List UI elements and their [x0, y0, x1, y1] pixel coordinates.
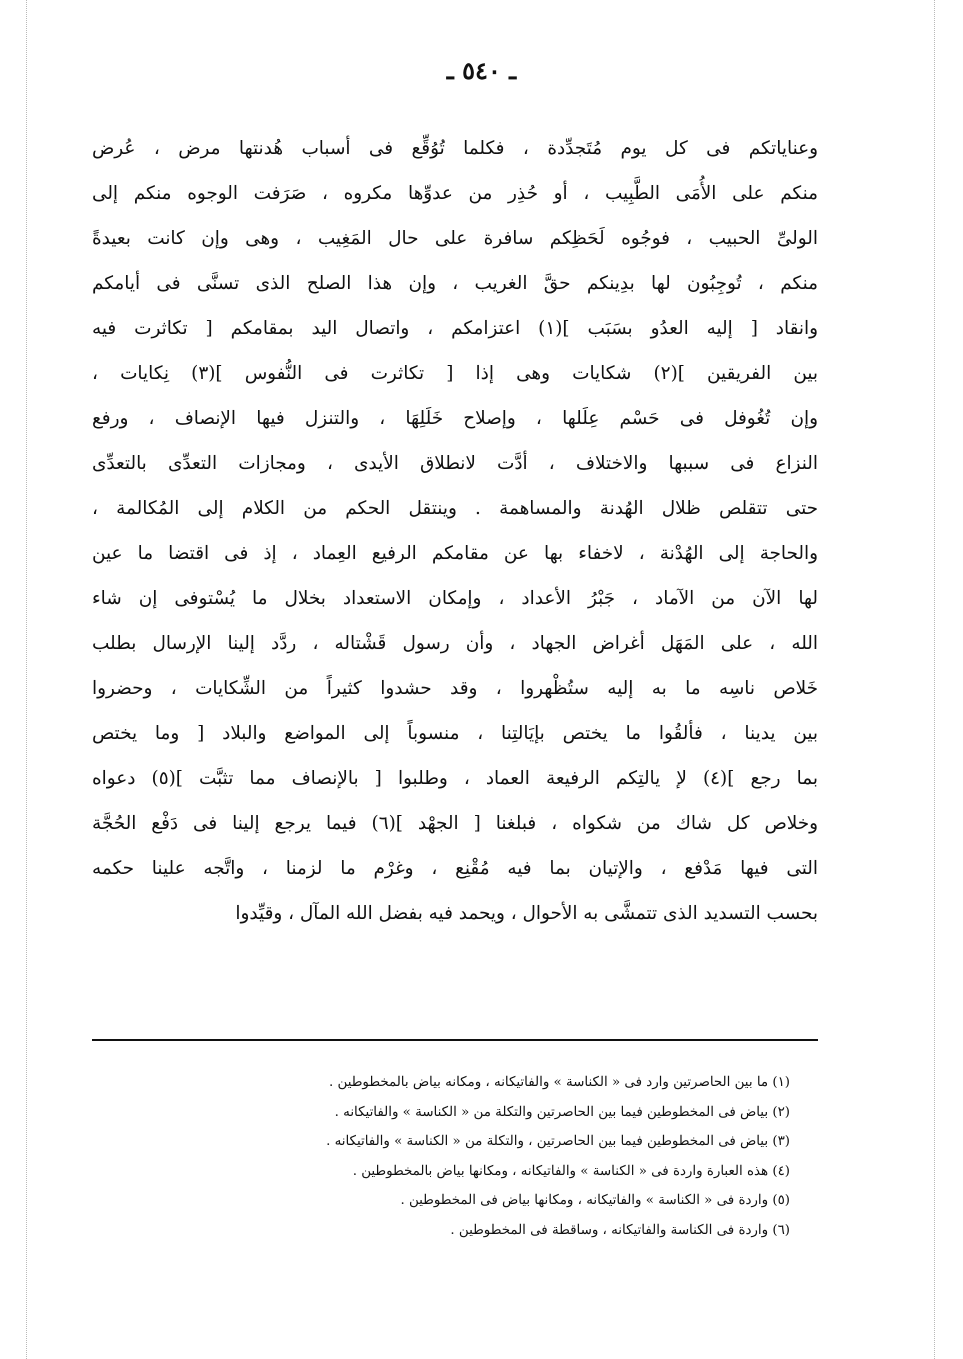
footnote: (٥) واردة فى « الكناسة » والفاتيكانه ، ومكانها بياض فى المخطوطين .	[400, 1193, 790, 1208]
body-line: النزاع فى سببها والاختلاف ، أدَّت لانطلاق الأيدى ، ومجازات التعدِّى بالتعدِّى	[92, 453, 818, 474]
footnote: (٤) هذه العبارة واردة فى « الكناسة » والفاتيكانه ، ومكانها بياض بالمخطوطين .	[352, 1163, 790, 1179]
body-text	[92, 126, 818, 936]
body-line: حتى تتقلص ظلال الهُدنة والمساهمة . وينتقل الحكم من الكلام إلى المُكالمة ،	[92, 498, 818, 519]
body-line: بين الفريقين ](٢) شكايات وهى إذا [ تكاثرت فى النُّفوس ](٣) نِكايات ،	[92, 363, 818, 384]
body-line: وانقاد [ إليه العدُو بسَبَب ](١) اعتزامكم ، واتصال اليد بمقامكم [ تكاثرت فيه	[92, 318, 818, 339]
body-line: الله ، على المَهَل أغراض الجهاد ، وأن رسول قَشْتاله ، ردَّد إلينا الإرسال بطلب	[92, 633, 818, 654]
page-edge-left	[26, 0, 27, 1359]
body-line: وعناياتكم فى كل يوم مُتَجدِّدة ، فكلما تُوُقِّع فى أسباب هُدنتها مرض ، عُرض	[92, 138, 818, 159]
footnote: (١) ما بين الحاصرتين وارد فى « الكناسة » والفاتيكانه ، ومكانه بياض بالمخطوطين .	[329, 1075, 790, 1090]
body-line: بحسب التسديد الذى تتمشَّى به الأحوال ، ويحمد فيه بفضل الله المآل ، وقيِّدوا	[235, 903, 818, 924]
footnotes	[150, 1068, 790, 1245]
body-line: التى فيها مَدْفع ، والإتيان بما فيه مُقْنِع ، وغرْم ما لزمنا ، واتَّجه علينا حكمه	[92, 858, 818, 879]
body-line: والحاجة إلى الهُدْنة ، لاخفاء بها عن مقامكم الرفيع العِماد ، إذ فى اقتضا ما عين	[92, 543, 818, 564]
body-line: منكم ، تُوجِبُون لها بدِينكم حقَّ الغريب ، وإن هذا الصلح الذى تسنَّى فى أيامكم	[92, 273, 818, 294]
body-line: وخلاص كل شاك من شكواه ، فبلغنا [ الجهْد ](٦) فيما يرجع إلينا فى دَفْع الحُجَّة	[92, 813, 818, 834]
body-line: الولىِّ الحبيب ، فوجُوه لَحَظِكم سافرة على حال المَغِيب ، وهى وإن كانت بعيدةً	[92, 228, 818, 249]
body-line: بين يدينا ، فألقُوا ما يختص بإيَالتِنا ، منسوباً إلى المواضع والبلاد [ وما يختص	[92, 723, 818, 744]
page-edge-right	[934, 0, 935, 1359]
body-line: وإن تُغُوفل فى حَسْم عِلَلها ، وإصلاح خَلَلِهَا ، والتنزل فيها الإنصاف ، ورفع	[92, 408, 818, 429]
footnote: (٢) بياض فى المخطوطين فيما بين الحاصرتين والتكلة من « الكناسة » والفاتيكانه .	[334, 1104, 790, 1120]
footnote: (٦) واردة فى الكناسة والفاتيكانه ، وساقطة فى المخطوطين .	[450, 1222, 790, 1238]
page-number: ـ ٥٤٠ ـ	[446, 56, 517, 85]
footnote: (٣) بياض فى المخطوطين فيما بين الحاصرتين ، والتكلة من « الكناسة » والفاتيكانه .	[326, 1134, 790, 1149]
footnote-separator	[92, 1039, 818, 1041]
body-line: منكم على الأُمَى الطَّبِيب ، أو حُذِر من عدوِّها مكروه ، صَرَفت الوجوه منكم إلى	[92, 183, 818, 204]
body-line: بما رجع ](٤) لإ يالتِكم الرفيعة العماد ، وطلبوا [ بالإنصاف مما تثبَّت ](٥) دعواه	[92, 768, 818, 789]
body-line: خَلاص ناسِه ما به إليه ستُظْهروا ، وقد حشدوا كثيراً من الشِّكايات ، وحضروا	[92, 678, 818, 699]
body-line: لها الآن من الآماد ، جَبْرُ الأعداد ، وإمكان الاستعداد بخلال ما يُسْتوفى إن شاء	[92, 588, 818, 609]
